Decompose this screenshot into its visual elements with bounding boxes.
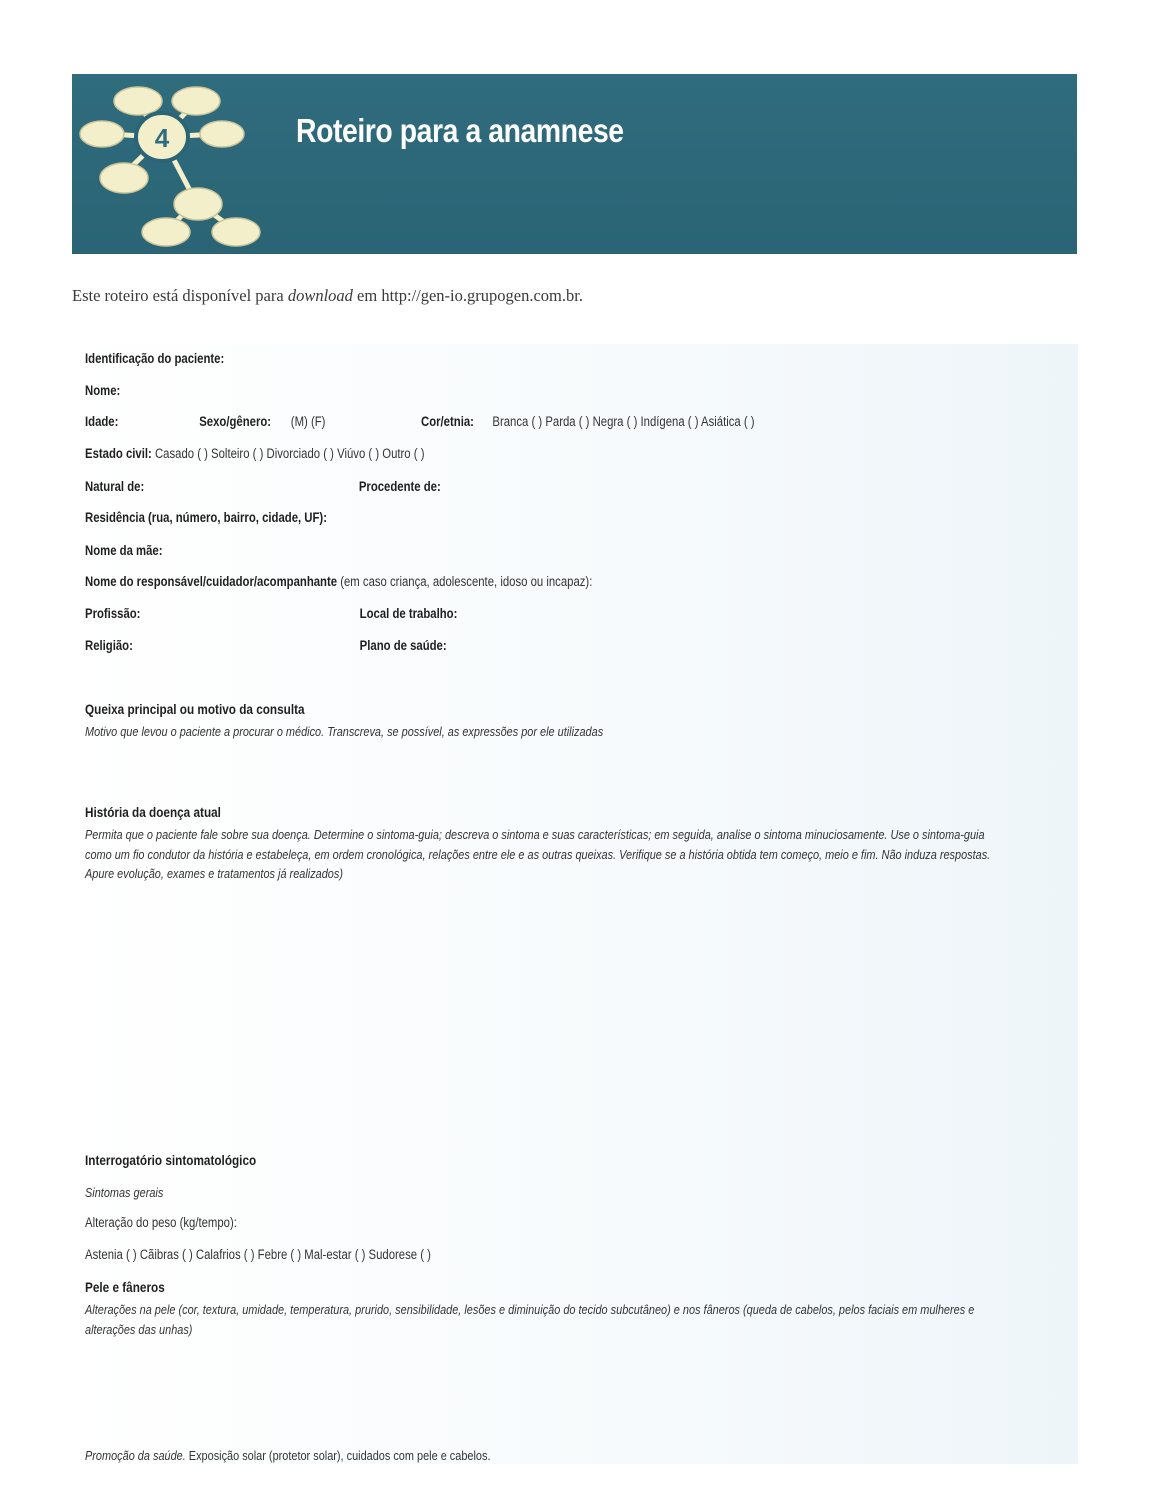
health-promotion-label: Promoção da saúde. (85, 1448, 186, 1463)
general-symptoms-label: Sintomas gerais (85, 1185, 164, 1200)
profession-label: Profissão: (85, 606, 141, 621)
marital-label: Estado civil: (85, 446, 152, 461)
current-illness-description: Permita que o paciente fale sobre sua doença. Determine o sintoma-guia; descreva o sintoma e suas características; em seguida, analise o sintoma minuciosamente. Use o sintoma-guia como um fio condutor da história e estabeleça, em ordem cronológica, relações entre ele e as outras queixas. Verifique se a história obtida tem começo, meio e fim. Não induza respostas. Apure evolução, exames e tratamentos já realizados) (85, 827, 991, 881)
name-label: Nome: (85, 383, 121, 398)
ethnicity-label: Cor/etnia: (421, 414, 474, 429)
ethnicity-options: Branca ( ) Parda ( ) Negra ( ) Indígena ( ) Asiática ( ) (492, 414, 755, 429)
skin-description: Alterações na pele (cor, textura, umidade, temperatura, prurido, sensibilidade, lesões e diminuição do tecido subcutâneo) e nos fâneros (queda de cabelos, pelos faciais em mulheres e alterações das unhas) (85, 1302, 975, 1337)
health-promotion-line (85, 1446, 1055, 1466)
guardian-row (85, 574, 592, 589)
chief-complaint-description: Motivo que levou o paciente a procurar o médico. Transcreva, se possível, as expressões por ele utilizadas (85, 724, 604, 739)
marital-row (85, 446, 424, 461)
religion-label: Religião: (85, 638, 133, 653)
natural-label: Natural de: (85, 479, 145, 494)
sex-label: Sexo/gênero: (199, 414, 272, 429)
profession-workplace-row (85, 606, 458, 621)
chief-complaint-title: Queixa principal ou motivo da consulta (85, 701, 305, 717)
weight-change-label: Alteração do peso (kg/tempo): (85, 1215, 237, 1230)
mother-label: Nome da mãe: (85, 543, 163, 558)
origin-label: Procedente de: (358, 479, 441, 494)
page-title: Roteiro para a anamnese (296, 112, 624, 149)
general-symptoms-options: Astenia ( ) Cãibras ( ) Calafrios ( ) Febre ( ) Mal-estar ( ) Sudorese ( ) (85, 1247, 431, 1262)
molecule-network-icon (72, 74, 272, 254)
chapter-number: 4 (154, 123, 170, 153)
symptoms-review-title: Interrogatório sintomatológico (85, 1152, 257, 1168)
natural-origin-row (85, 479, 441, 494)
sex-options: (M) (F) (290, 414, 326, 429)
health-promotion-text: Exposição solar (protetor solar), cuidados com pele e cabelos. (185, 1448, 491, 1463)
chapter-banner (72, 74, 1077, 254)
marital-options: Casado ( ) Solteiro ( ) Divorciado ( ) Viúvo ( ) Outro ( ) (154, 446, 425, 461)
guardian-label: Nome do responsável/cuidador/acompanhante (85, 574, 338, 589)
current-illness-title: História da doença atual (85, 804, 221, 820)
identification-section-label: Identificação do paciente: (85, 351, 225, 366)
age-label: Idade: (85, 414, 119, 429)
skin-title: Pele e fâneros (85, 1279, 165, 1295)
religion-plan-row (85, 638, 447, 653)
download-note: Este roteiro está disponível para download em http://gen-io.grupogen.com.br. (72, 286, 583, 305)
health-plan-label: Plano de saúde: (359, 638, 447, 653)
residence-label: Residência (rua, número, bairro, cidade, UF): (85, 510, 327, 525)
age-sex-ethnicity-row (85, 414, 755, 429)
guardian-note: (em caso criança, adolescente, idoso ou incapaz): (337, 574, 593, 589)
workplace-label: Local de trabalho: (359, 606, 458, 621)
